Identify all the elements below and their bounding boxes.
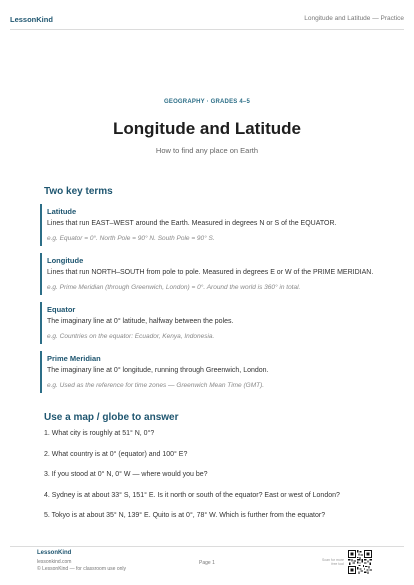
page-subtitle: How to find any place on Earth: [155, 146, 259, 155]
footer-site-link[interactable]: lessonkind.com: [37, 559, 72, 565]
term-name: Equator: [47, 305, 76, 314]
footer-divider: [10, 546, 404, 547]
qr-code-icon[interactable]: [348, 550, 372, 574]
question-item: 4. Sydney is at about 33° S, 151° E. Is it north or south of the equator? East or west of London?: [44, 491, 340, 499]
term-example: e.g. Used as the reference for time zones — Greenwich Mean Time (GMT).: [47, 382, 265, 389]
footer-copyright: © LessonKind — for classroom use only: [37, 566, 127, 572]
term-example: e.g. Equator = 0°. North Pole = 90° N. South Pole = 90° S.: [47, 235, 215, 242]
term-definition: The imaginary line at 0° latitude, halfway between the poles.: [47, 318, 234, 325]
term-card: [40, 302, 374, 344]
question-item: 5. Tokyo is at about 35° N, 139° E. Quito is at 0°, 78° W. Which is further from the equator?: [44, 512, 326, 519]
subject-eyebrow: GEOGRAPHY · GRADES 4–5: [164, 99, 250, 105]
term-definition: Lines that run NORTH–SOUTH from pole to pole. Measured in degrees E or W of the PRIME MERIDIAN.: [47, 269, 374, 276]
terms-heading: Two key terms: [44, 186, 113, 197]
footer-brand[interactable]: LessonKind: [37, 550, 72, 556]
page-header: [0, 0, 414, 32]
term-card: [40, 204, 374, 246]
term-name: Longitude: [47, 256, 84, 265]
term-name: Prime Meridian: [47, 354, 101, 363]
term-definition: The imaginary line at 0° longitude, running through Greenwich, London.: [47, 367, 269, 374]
question-item: 2. What country is at 0° (equator) and 100° E?: [44, 450, 188, 458]
term-card: [40, 253, 374, 295]
term-example: e.g. Prime Meridian (through Greenwich, London) = 0°. Around the world is 360° in total.: [47, 284, 301, 291]
qr-caption: Scan for more free tool: [322, 558, 344, 566]
header-brand[interactable]: LessonKind: [10, 15, 53, 24]
term-definition: Lines that run EAST–WEST around the Earth. Measured in degrees N or S of the EQUATOR.: [47, 220, 337, 227]
term-name: Latitude: [47, 207, 77, 216]
header-divider: [10, 29, 404, 30]
terms-list: [40, 204, 374, 400]
question-item: 3. If you stood at 0° N, 0° W — where would you be?: [44, 471, 208, 478]
header-doc-title: Longitude and Latitude — Practice: [304, 15, 404, 22]
question-item: 1. What city is roughly at 51° N, 0°?: [44, 430, 155, 437]
term-card: [40, 351, 374, 393]
questions-heading: Use a map / globe to answer: [44, 412, 179, 423]
questions-list: [44, 429, 384, 532]
term-example: e.g. Countries on the equator: Ecuador, Kenya, Indonesia.: [47, 333, 215, 340]
page-title: Longitude and Latitude: [113, 119, 301, 138]
page-number: Page 1: [199, 560, 215, 566]
